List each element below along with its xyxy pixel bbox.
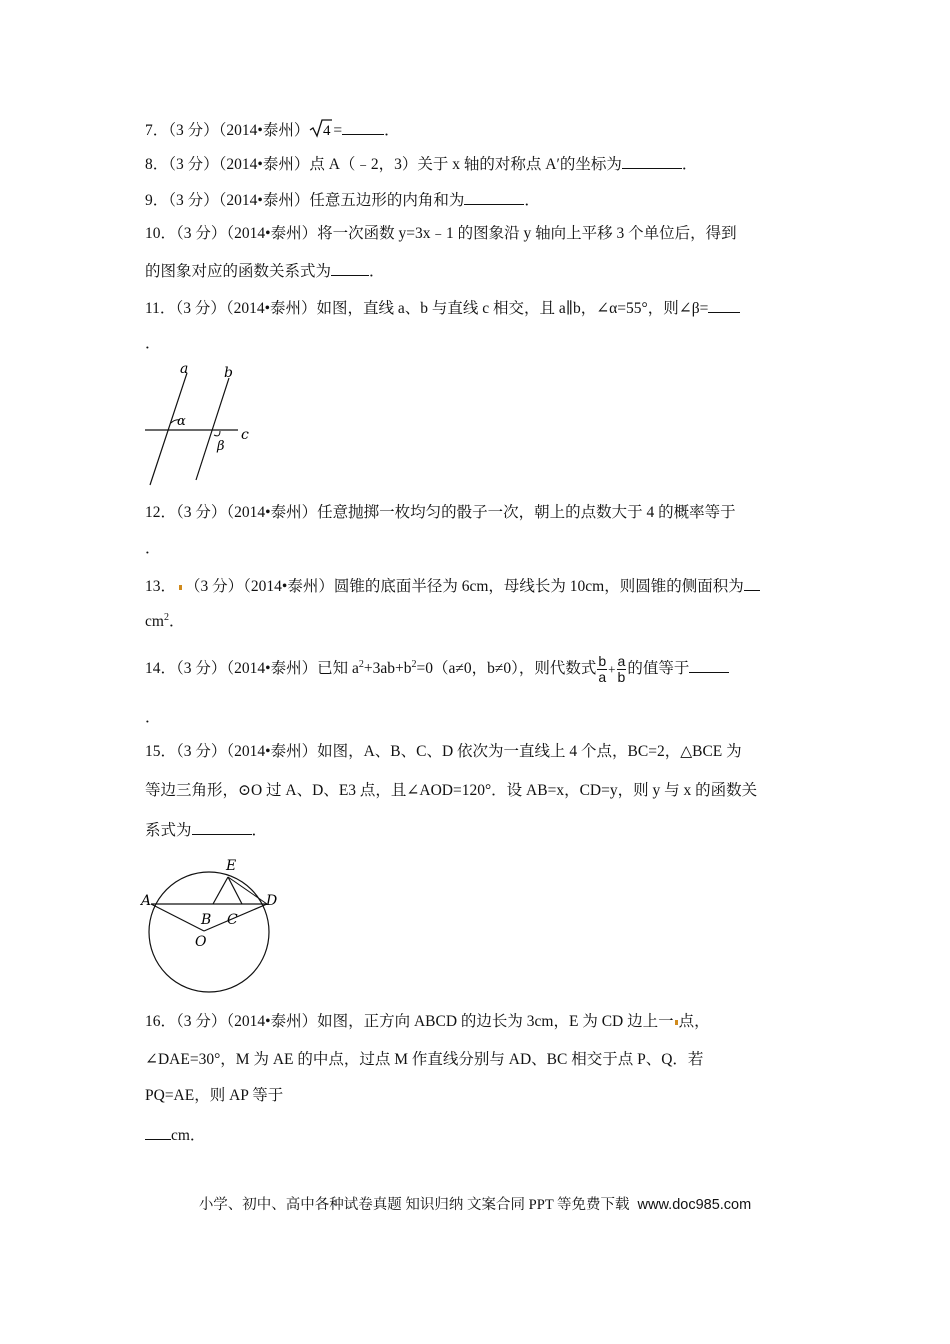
q10-answer-blank[interactable] [331,260,369,276]
q9-period: ． [524,192,540,209]
question-13-line-2 [145,612,184,632]
q10-number: 10． [145,225,177,242]
angle-beta-arc [214,431,220,436]
label-a-point: A [141,893,152,909]
footer-url[interactable]: www.doc985.com [637,1197,752,1213]
label-c-point: C [227,912,238,928]
question-16-line-4 [145,1124,205,1146]
question-11 [145,297,740,319]
question-13 [145,575,760,597]
question-14 [145,652,729,686]
q13-number: 13． [145,578,177,595]
line-b [196,378,229,480]
fraction-1-numerator: b [598,652,607,669]
q14-period: ． [145,709,161,726]
q7-score: （3 分） [168,122,219,139]
q13-score: （3 分） [185,578,244,595]
q15-source: （2014•泰州） [226,743,318,760]
q15-circle-figure [138,852,288,998]
q11-text: 如图，直线 a、b 与直线 c 相交，且 a∥b，∠α=55°，则∠β= [316,300,709,317]
q7-radicand: 4 [323,123,331,138]
q13-period: ． [168,613,185,630]
q8-period: ． [681,156,698,173]
label-e: E [226,858,237,874]
q9-score: （3 分） [168,192,219,209]
highlight-marker [179,585,182,590]
question-10-line-2 [145,260,385,282]
q11-period: ． [145,335,161,352]
question-7 [145,118,400,144]
question-11-period-line [145,334,161,354]
question-16-line-3 [145,1086,283,1106]
q14-text-d: 的值等于 [627,660,690,677]
q10-text-2: 的图象对应的函数关系式为 [145,263,332,280]
q9-answer-blank[interactable] [464,189,524,205]
label-b: b [224,365,233,381]
question-8 [145,153,697,175]
fraction-2-numerator: a [617,652,626,669]
q15-score: （3 分） [176,743,227,760]
fraction-a-over-b [617,654,627,685]
q9-number: 9． [145,192,169,209]
q10-period: ． [369,263,385,280]
question-10 [145,224,737,244]
q8-answer-blank[interactable] [622,153,682,169]
q16-text: 如图，正方向 ABCD 的边长为 3cm，E 为 CD 边上一 [317,1013,674,1030]
q11-score: （3 分） [175,300,226,317]
fraction-b-over-a [597,654,607,685]
line-a [150,373,187,485]
q10-text: 将一次函数 y=3x﹣1 的图象沿 y 轴向上平移 3 个单位后，得到 [317,225,737,242]
q16-source: （2014•泰州） [226,1013,318,1030]
q15-period: ． [251,822,268,839]
q13-source: （2014•泰州） [243,578,334,595]
q15-text-3: 系式为 [145,822,192,839]
q14-answer-blank[interactable] [689,657,729,673]
q14-score: （3 分） [176,660,227,677]
q12-score: （3 分） [176,504,227,521]
label-alpha: α [177,414,186,429]
q15-text-2: 等边三角形，⊙O 过 A、D、E3 点，且∠AOD=120°．设 AB=x，CD=y，则 y 与 x 的函数关 [145,782,758,799]
q9-text: 任意五边形的内角和为 [309,192,465,209]
q7-answer-blank[interactable] [342,119,384,135]
q7-equals: = [333,122,343,139]
q12-text: 任意抛掷一枚均匀的骰子一次，朝上的点数大于 4 的概率等于 [317,504,736,521]
q7-number: 7． [145,122,169,139]
question-15-line-2 [145,781,757,801]
q7-period: ． [384,122,400,139]
q14-exponent-1: 2 [358,659,364,670]
q15-number: 15． [145,743,177,760]
q12-number: 12． [145,504,177,521]
question-12-period-line [145,539,161,559]
q12-period: ． [145,540,161,557]
q8-number: 8． [145,156,169,173]
q11-answer-blank[interactable] [708,297,740,313]
q14-text-b: +3ab+b [363,660,412,677]
q16-score: （3 分） [176,1013,227,1030]
q16-text-2: ∠DAE=30°，M 为 AE 的中点，过点 M 作直线分别与 AD、BC 相交于点 P、Q．若 [145,1051,704,1068]
q8-text: 点 A（﹣2，3）关于 x 轴的对称点 A′的坐标为 [309,156,622,173]
q8-source: （2014•泰州） [218,156,310,173]
sqrt-icon [309,118,333,144]
question-16-line-2 [145,1050,703,1070]
question-14-period-line [145,708,161,728]
segment-oa [151,904,204,931]
label-a: a [180,361,189,377]
q9-source: （2014•泰州） [218,192,310,209]
q16-text-b: 点， [678,1013,710,1030]
circle-o [149,872,269,992]
q16-text-3: PQ=AE，则 AP 等于 [145,1087,284,1104]
q13-unit: cm [145,613,164,630]
segment-be [213,877,228,904]
q14-source: （2014•泰州） [226,660,318,677]
page-footer [0,1193,950,1214]
q12-source: （2014•泰州） [226,504,318,521]
label-c: c [241,427,249,443]
q11-source: （2014•泰州） [225,300,317,317]
q11-parallel-lines-figure [140,358,270,490]
q13-unit-exponent: 2 [163,612,169,623]
label-d-point: D [266,893,278,909]
q10-score: （3 分） [176,225,227,242]
q16-answer-blank[interactable] [145,1124,171,1140]
question-9 [145,189,540,211]
q14-text-c: =0（a≠0，b≠0），则代数式 [416,660,597,677]
q14-exponent-2: 2 [411,659,417,670]
footer-text: 小学、初中、高中各种试卷真题 知识归纳 文案合同 PPT 等免费下载 [198,1197,630,1213]
q13-text: 圆锥的底面半径为 6cm，母线长为 10cm，则圆锥的侧面积为 [333,578,744,595]
label-beta: β [217,439,225,454]
q14-text-a: 已知 a [317,660,359,677]
q13-answer-blank[interactable] [744,575,760,591]
q16-number: 16． [145,1013,177,1030]
highlight-marker-2 [675,1020,678,1025]
q7-source: （2014•泰州） [218,122,310,139]
fraction-2-denominator: b [617,668,626,685]
q11-number: 11． [145,300,176,317]
segment-eo [228,877,267,904]
q8-score: （3 分） [168,156,219,173]
question-16 [145,1012,710,1032]
q16-unit: cm． [171,1127,206,1144]
q15-answer-blank[interactable] [192,819,252,835]
label-o-point: O [195,934,207,950]
q10-source: （2014•泰州） [226,225,318,242]
q14-plus: + [608,661,616,677]
label-b-point: B [201,912,212,928]
question-15-line-3 [145,819,267,841]
q14-number: 14． [145,660,177,677]
q15-text: 如图，A、B、C、D 依次为一直线上 4 个点，BC=2，△BCE 为 [317,743,742,760]
question-12 [145,503,736,523]
question-15 [145,742,742,762]
fraction-1-denominator: a [598,668,607,685]
